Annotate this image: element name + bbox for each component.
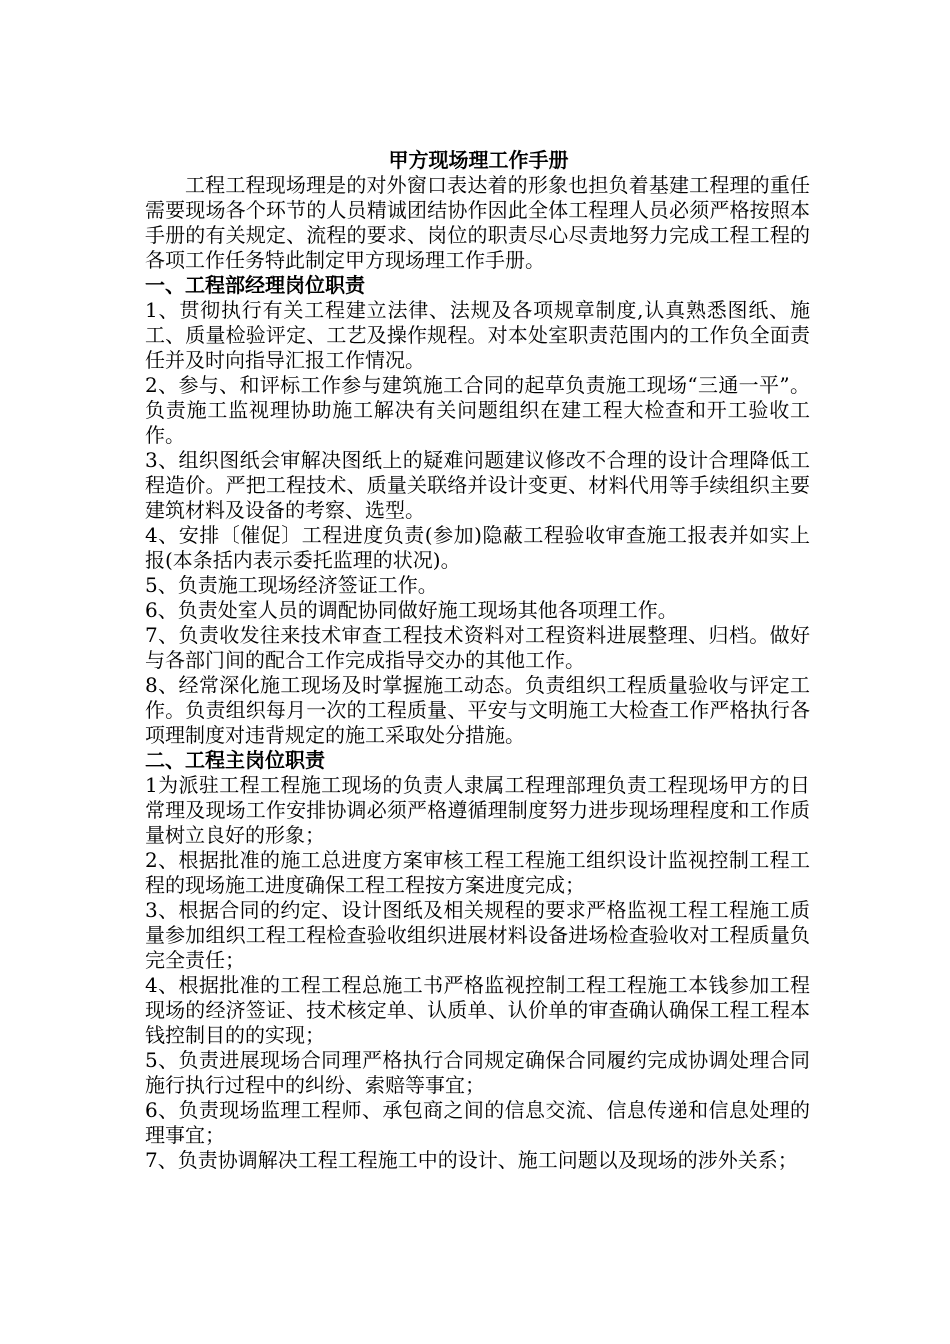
- list-item: 3、根据合同的约定、设计图纸及相关规程的要求严格监视工程工程施工质量参加组织工程工程检查验收组织进展材料设备进场检查验收对工程质量负完全责任；: [145, 898, 810, 972]
- intro-paragraph: 工程工程现场理是的对外窗口表达着的形象也担负着基建工程理的重任需要现场各个环节的人员精诚团结协作因此全体工程理人员必须严格按照本手册的有关规定、流程的要求、岗位的职责尽心尽责地努力完成工程工程的各项工作任务特此制定甲方现场理工作手册。: [145, 173, 810, 272]
- section-heading: 二、工程主岗位职责: [145, 748, 325, 772]
- document-page: [145, 148, 810, 1173]
- document-title: 甲方现场理工作手册: [388, 148, 569, 172]
- list-item: 7、负责收发往来技术审查工程技术资料对工程资料进展整理、归档。做好与各部门间的配合工作完成指导交办的其他工作。: [145, 623, 810, 672]
- list-item: 1、贯彻执行有关工程建立法律、法规及各项规章制度,认真熟悉图纸、施工、质量检验评定、工艺及操作规程。对本处室职责范围内的工作负全面责任并及时向指导汇报工作情况。: [145, 298, 810, 372]
- section-heading: 一、工程部经理岗位职责: [145, 273, 365, 297]
- list-item: 2、根据批准的施工总进度方案审核工程工程施工组织设计监视控制工程工程的现场施工进度确保工程工程按方案进度完成；: [145, 848, 810, 897]
- list-item: 1为派驻工程工程施工现场的负责人隶属工程理部理负责工程现场甲方的日常理及现场工作安排协调必须严格遵循理制度努力进步现场理程度和工作质量树立良好的形象；: [145, 773, 810, 847]
- list-item: 5、负责施工现场经济签证工作。: [145, 573, 438, 597]
- list-item: 5、负责进展现场合同理严格执行合同规定确保合同履约完成协调处理合同施行执行过程中的纠纷、索赔等事宜；: [145, 1048, 810, 1097]
- list-item: 6、负责处室人员的调配协同做好施工现场其他各项理工作。: [145, 598, 678, 622]
- list-item: 2、参与、和评标工作参与建筑施工合同的起草负责施工现场“三通一平”。负责施工监视理协助施工解决有关问题组织在建工程大检查和开工验收工作。: [145, 373, 810, 447]
- list-item: 3、组织图纸会审解决图纸上的疑难问题建议修改不合理的设计合理降低工程造价。严把工程技术、质量关联络并设计变更、材料代用等手续组织主要建筑材料及设备的考察、选型。: [145, 448, 810, 522]
- list-item: 6、负责现场监理工程师、承包商之间的信息交流、信息传递和信息处理的理事宜；: [145, 1098, 810, 1147]
- list-item: 8、经常深化施工现场及时掌握施工动态。负责组织工程质量验收与评定工作。负责组织每月一次的工程质量、平安与文明施工大检查工作严格执行各项理制度对违背规定的施工采取处分措施。: [145, 673, 810, 747]
- list-item: 4、根据批准的工程工程总施工书严格监视控制工程工程施工本钱参加工程现场的经济签证、技术核定单、认质单、认价单的审查确认确保工程工程本钱控制目的的实现；: [145, 973, 810, 1047]
- list-item: 7、负责协调解决工程工程施工中的设计、施工问题以及现场的涉外关系；: [145, 1148, 798, 1172]
- list-item: 4、安排〔催促〕工程进度负责(参加)隐蔽工程验收审查施工报表并如实上报(本条括内表示委托监理的状况)。: [145, 523, 810, 572]
